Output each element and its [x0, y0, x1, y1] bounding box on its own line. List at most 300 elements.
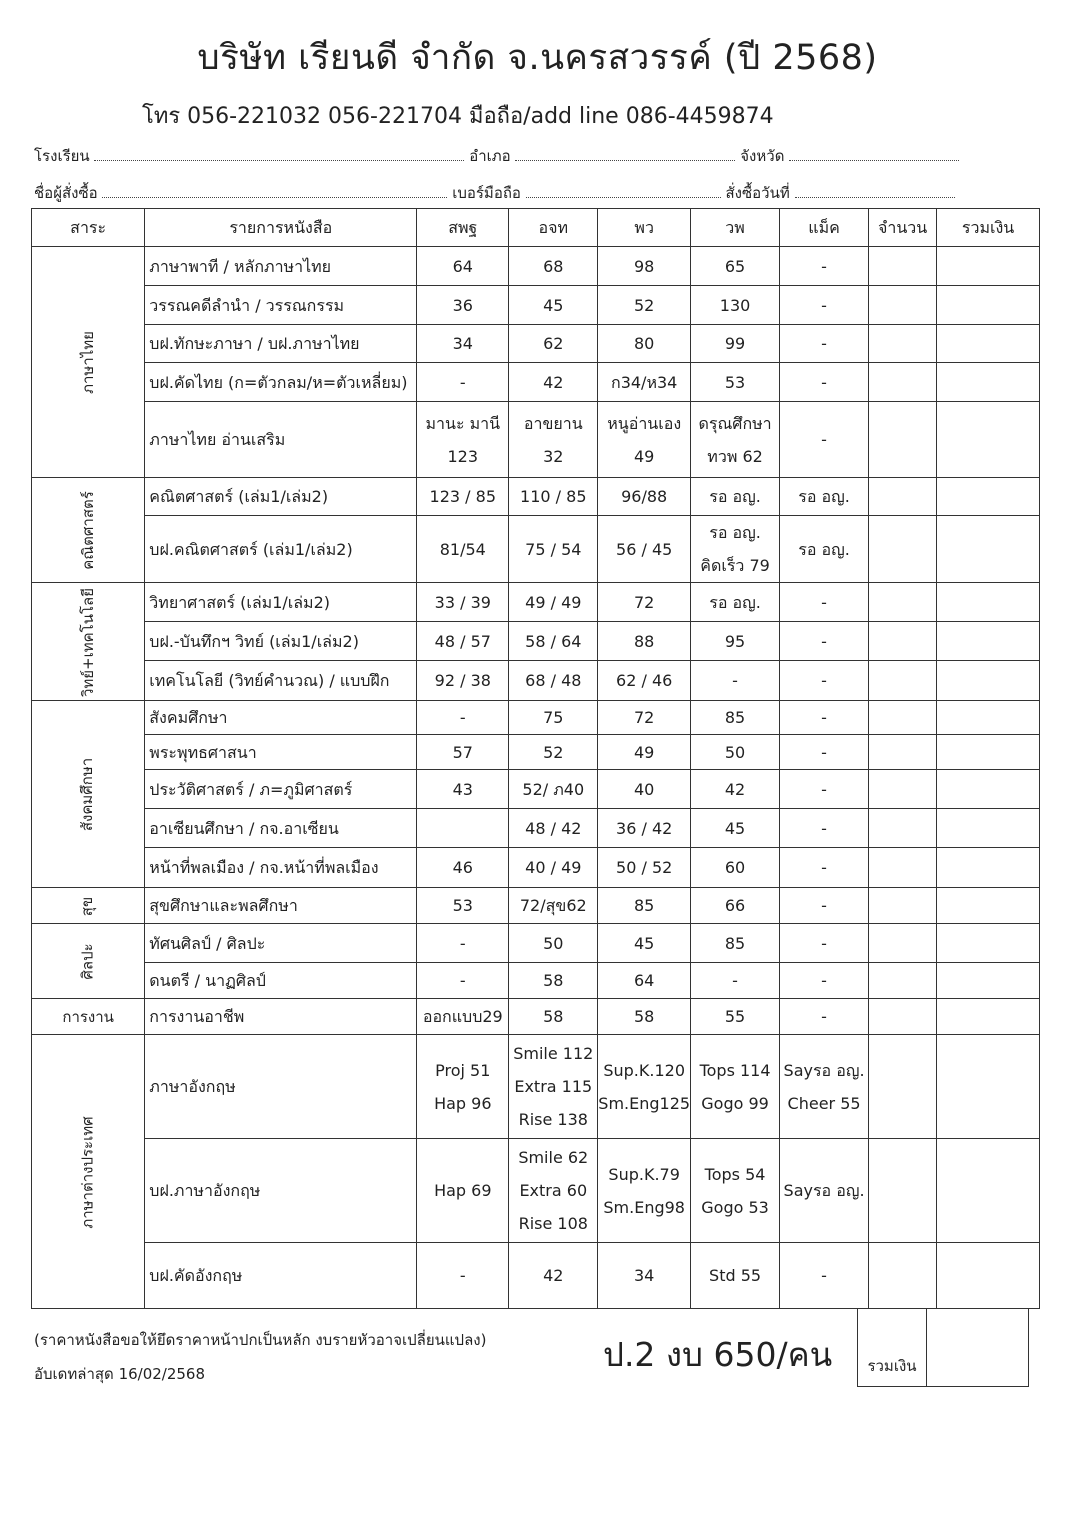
price-cell: [691, 1035, 780, 1139]
price-value: -: [821, 256, 827, 276]
table-row: [32, 735, 1040, 770]
price-value: Cheer 55: [787, 1093, 861, 1113]
price-value: 88: [633, 631, 655, 651]
price-cell: [598, 701, 691, 735]
book-title: สังคมศึกษา: [149, 708, 228, 727]
price-cell: [691, 963, 780, 999]
price-cell: [780, 1243, 869, 1309]
quantity-input-cell[interactable]: [869, 924, 937, 963]
price-value: 50: [724, 742, 746, 762]
table-row: [32, 478, 1040, 516]
price-value: 85: [633, 896, 655, 915]
price-cell: [417, 1243, 509, 1309]
col-header-pw: พว: [598, 209, 691, 247]
price-value: -: [821, 818, 827, 838]
price-cell: [691, 661, 780, 701]
buyer-line: [34, 181, 955, 205]
price-cell: [509, 1139, 598, 1243]
book-title: บฝ.ภาษาอังกฤษ: [149, 1181, 261, 1200]
book-title-cell: [145, 478, 417, 516]
price-cell: [509, 402, 598, 478]
row-total-cell[interactable]: [937, 848, 1040, 888]
price-cell: [691, 1243, 780, 1309]
price-value: 33 / 39: [434, 592, 491, 612]
quantity-input-cell[interactable]: [869, 770, 937, 809]
price-value: มานะ มานี: [425, 413, 501, 433]
book-title: วิทยาศาสตร์ (เล่ม1/เล่ม2): [149, 592, 331, 612]
table-row: [32, 661, 1040, 701]
quantity-input-cell[interactable]: [869, 701, 937, 735]
buyer-label: ชื่อผู้สั่งซื้อ: [34, 184, 98, 202]
subject-label: การงาน: [62, 1007, 114, 1026]
price-value: Rise 108: [518, 1214, 588, 1233]
price-value: ออกแบบ29: [422, 1007, 503, 1026]
book-title-cell: [145, 735, 417, 770]
price-value: 42: [543, 372, 564, 392]
row-total-cell[interactable]: [937, 809, 1040, 848]
book-title: ภาษาอังกฤษ: [149, 1077, 236, 1096]
price-value: -: [459, 933, 466, 953]
price-value: รอ อญ.: [798, 487, 850, 506]
price-note: (ราคาหนังสือขอให้ยึดราคาหน้าปกเป็นหลัก งบรายหัวอาจเปลี่ยนแปลง): [34, 1331, 487, 1349]
quantity-input-cell[interactable]: [869, 809, 937, 848]
price-cell: [509, 924, 598, 963]
table-row: [32, 286, 1040, 325]
table-row: [32, 325, 1040, 363]
price-cell: [780, 622, 869, 661]
price-value: -: [732, 971, 738, 990]
price-value: -: [821, 671, 827, 690]
row-total-cell[interactable]: [937, 999, 1040, 1035]
book-title-cell: [145, 363, 417, 402]
mobile-field[interactable]: [526, 185, 721, 198]
price-value: -: [821, 631, 827, 651]
price-value: รอ อญ.: [798, 539, 850, 559]
price-cell: [509, 583, 598, 622]
price-value: -: [821, 334, 827, 353]
quantity-input-cell[interactable]: [869, 516, 937, 583]
row-total-cell[interactable]: [937, 478, 1040, 516]
order-table: [31, 208, 1040, 1309]
price-cell: [691, 402, 780, 478]
price-value: 92 / 38: [434, 671, 491, 690]
price-value: Sayรอ อญ.: [783, 1060, 865, 1080]
price-value: -: [821, 295, 827, 315]
price-value: 55: [724, 1007, 746, 1026]
price-value: ทวพ 62: [707, 446, 763, 466]
price-value: 130: [719, 295, 751, 315]
book-title-cell: [145, 1243, 417, 1309]
subject-cell: [32, 247, 145, 478]
price-value: 43: [452, 779, 473, 799]
price-value: 123: [447, 446, 479, 466]
price-value: 42: [724, 779, 746, 799]
price-cell: [691, 1139, 780, 1243]
subject-cell: [32, 701, 145, 888]
price-value: 75 / 54: [525, 539, 582, 559]
price-value: ก34/ห34: [611, 372, 678, 392]
book-title: ภาษาพาที / หลักภาษาไทย: [149, 256, 332, 276]
table-row: [32, 622, 1040, 661]
price-value: -: [821, 708, 827, 727]
phone-line: โทร 056-221032 056-221704 มือถือ/add line 086-4459874: [142, 104, 774, 129]
price-value: 58: [633, 1007, 655, 1026]
price-cell: [780, 809, 869, 848]
price-cell: [417, 622, 509, 661]
row-total-cell[interactable]: [937, 963, 1040, 999]
price-value: -: [732, 671, 738, 690]
price-value: 45: [543, 295, 564, 315]
quantity-input-cell[interactable]: [869, 1035, 937, 1139]
row-total-cell[interactable]: [937, 1243, 1040, 1309]
table-row: [32, 1139, 1040, 1243]
price-cell: [780, 247, 869, 286]
price-cell: [598, 286, 691, 325]
price-value: คิดเร็ว 79: [700, 556, 770, 575]
price-cell: [598, 1139, 691, 1243]
subject-label: คณิตศาสตร์: [78, 491, 97, 570]
price-cell: [780, 963, 869, 999]
price-value: 49: [633, 742, 655, 762]
price-cell: [691, 848, 780, 888]
price-value: 85: [724, 708, 746, 727]
price-value: 36 / 42: [616, 818, 673, 838]
district-field[interactable]: [515, 148, 735, 161]
book-title: อาเซียนศึกษา / กจ.อาเซียน: [149, 818, 339, 838]
price-cell: [780, 478, 869, 516]
price-value: 80: [633, 334, 655, 353]
price-cell: [417, 999, 509, 1035]
price-cell: [417, 402, 509, 478]
page-title: บริษัท เรียนดี จำกัด จ.นครสวรรค์ (ปี 2568): [197, 38, 878, 78]
row-total-cell[interactable]: [937, 1035, 1040, 1139]
price-cell: [780, 661, 869, 701]
price-value: -: [821, 971, 827, 990]
row-total-cell[interactable]: [937, 770, 1040, 809]
price-value: 52: [633, 295, 655, 315]
row-total-cell[interactable]: [937, 583, 1040, 622]
book-title-cell: [145, 701, 417, 735]
book-title-cell: [145, 809, 417, 848]
book-title: บฝ.-บันทึกฯ วิทย์ (เล่ม1/เล่ม2): [149, 631, 359, 651]
subject-cell: [32, 1035, 145, 1309]
price-cell: [417, 924, 509, 963]
table-row: [32, 924, 1040, 963]
price-cell: [598, 478, 691, 516]
price-cell: [598, 963, 691, 999]
col-header-quantity: จำนวน: [869, 209, 937, 247]
price-cell: [509, 478, 598, 516]
subject-cell: [32, 583, 145, 701]
price-cell: [417, 478, 509, 516]
row-total-cell[interactable]: [937, 402, 1040, 478]
price-cell: [780, 999, 869, 1035]
district-label: อำเภอ: [469, 147, 511, 165]
price-value: -: [821, 372, 827, 392]
price-value: Sm.Eng125: [598, 1093, 691, 1113]
total-box: [857, 1308, 1029, 1387]
subject-label: ภาษาต่างประเทศ: [78, 1115, 97, 1229]
price-cell: [417, 770, 509, 809]
price-value: 123 / 85: [429, 487, 497, 506]
price-cell: [691, 888, 780, 924]
price-value: Extra 115: [514, 1077, 593, 1096]
price-value: Smile 112: [513, 1044, 594, 1063]
quantity-input-cell[interactable]: [869, 963, 937, 999]
book-title-cell: [145, 770, 417, 809]
price-value: -: [821, 1266, 827, 1285]
subject-label: สังคมศึกษา: [78, 757, 97, 832]
row-total-cell[interactable]: [937, 1139, 1040, 1243]
price-cell: [598, 924, 691, 963]
price-cell: [691, 999, 780, 1035]
price-value: Extra 60: [519, 1181, 588, 1200]
book-title-cell: [145, 888, 417, 924]
price-cell: [598, 661, 691, 701]
price-cell: [598, 1035, 691, 1139]
price-value: 48 / 42: [525, 818, 582, 838]
price-value: 98: [633, 256, 655, 276]
price-cell: [598, 848, 691, 888]
quantity-input-cell[interactable]: [869, 661, 937, 701]
price-cell: [780, 848, 869, 888]
price-value: 72/สุข62: [519, 896, 587, 915]
price-value: -: [459, 708, 466, 727]
budget-label: ป.2 งบ 650/คน: [603, 1335, 833, 1374]
table-row: [32, 963, 1040, 999]
price-value: Sup.K.79: [608, 1164, 680, 1184]
book-title-cell: [145, 1139, 417, 1243]
price-value: 64: [633, 971, 655, 990]
total-label: รวมเงิน: [858, 1309, 927, 1387]
school-field[interactable]: [94, 148, 464, 161]
row-total-cell[interactable]: [937, 286, 1040, 325]
quantity-input-cell[interactable]: [869, 478, 937, 516]
book-title-cell: [145, 516, 417, 583]
price-value: 45: [724, 818, 746, 838]
price-value: Sup.K.120: [603, 1060, 685, 1080]
price-value: 65: [724, 256, 746, 276]
quantity-input-cell[interactable]: [869, 583, 937, 622]
price-value: Smile 62: [518, 1148, 589, 1167]
price-value: 57: [452, 742, 473, 762]
quantity-input-cell[interactable]: [869, 363, 937, 402]
quantity-input-cell[interactable]: [869, 622, 937, 661]
price-cell: [417, 247, 509, 286]
row-total-cell[interactable]: [937, 924, 1040, 963]
quantity-input-cell[interactable]: [869, 1243, 937, 1309]
price-cell: [417, 583, 509, 622]
price-cell: [780, 701, 869, 735]
subject-label: ศิลปะ: [78, 943, 97, 980]
price-value: 53: [452, 896, 473, 915]
order-date-field[interactable]: [795, 185, 955, 198]
price-cell: [780, 402, 869, 478]
col-header-obec: สพฐ: [417, 209, 509, 247]
row-total-cell[interactable]: [937, 325, 1040, 363]
price-value: Hap 69: [434, 1181, 492, 1200]
row-total-cell[interactable]: [937, 701, 1040, 735]
row-total-cell[interactable]: [937, 363, 1040, 402]
subject-cell: [32, 888, 145, 924]
price-cell: [598, 999, 691, 1035]
header-row: [32, 209, 1040, 247]
price-value: 68 / 48: [525, 671, 582, 690]
price-value: -: [821, 858, 827, 877]
price-cell: [691, 478, 780, 516]
subject-label: สุข: [78, 896, 97, 916]
price-cell: [598, 583, 691, 622]
price-cell: [509, 516, 598, 583]
book-title: ทัศนศิลป์ / ศิลปะ: [149, 933, 266, 953]
row-total-cell[interactable]: [937, 661, 1040, 701]
price-value: 72: [633, 708, 655, 727]
price-cell: [598, 809, 691, 848]
price-cell: [691, 809, 780, 848]
price-value: 50 / 52: [616, 858, 673, 877]
price-cell: [780, 1139, 869, 1243]
table-row: [32, 770, 1040, 809]
price-cell: [509, 1243, 598, 1309]
price-value: Sm.Eng98: [603, 1197, 685, 1217]
price-cell: [509, 770, 598, 809]
book-title: สุขศึกษาและพลศึกษา: [149, 896, 298, 915]
price-cell: [509, 325, 598, 363]
price-cell: [509, 247, 598, 286]
updated-date: อับเดทล่าสุด 16/02/2568: [34, 1365, 206, 1383]
quantity-input-cell[interactable]: [869, 286, 937, 325]
price-cell: [691, 363, 780, 402]
price-value: 99: [724, 334, 746, 353]
col-header-subject: สาระ: [32, 209, 145, 247]
price-cell: [598, 1243, 691, 1309]
quantity-input-cell[interactable]: [869, 1139, 937, 1243]
price-value: 81/54: [439, 539, 486, 559]
quantity-input-cell[interactable]: [869, 325, 937, 363]
row-total-cell[interactable]: [937, 735, 1040, 770]
price-value: Proj 51: [435, 1060, 491, 1080]
quantity-input-cell[interactable]: [869, 999, 937, 1035]
book-title: บฝ.คัดอังกฤษ: [149, 1266, 243, 1285]
book-title: คณิตศาสตร์ (เล่ม1/เล่ม2): [149, 487, 329, 506]
total-field[interactable]: [927, 1309, 1029, 1387]
quantity-input-cell[interactable]: [869, 402, 937, 478]
price-value: 62 / 46: [616, 671, 673, 690]
price-cell: [417, 286, 509, 325]
table-row: [32, 583, 1040, 622]
price-cell: [509, 286, 598, 325]
buyer-field[interactable]: [102, 185, 447, 198]
price-value: 52/ ภ40: [522, 779, 585, 799]
price-cell: [417, 701, 509, 735]
price-value: 48 / 57: [434, 631, 491, 651]
price-value: 40 / 49: [525, 858, 582, 877]
price-cell: [598, 735, 691, 770]
col-header-aksorn: อจท: [509, 209, 598, 247]
col-header-book: รายการหนังสือ: [145, 209, 417, 247]
price-value: Gogo 99: [701, 1093, 769, 1113]
price-cell: [691, 247, 780, 286]
book-title: วรรณคดีลำนำ / วรรณกรรม: [149, 295, 345, 315]
price-cell: [691, 325, 780, 363]
price-value: Hap 96: [434, 1093, 492, 1113]
price-cell: [509, 1035, 598, 1139]
table-row: [32, 888, 1040, 924]
price-cell: [598, 622, 691, 661]
row-total-cell[interactable]: [937, 622, 1040, 661]
row-total-cell[interactable]: [937, 516, 1040, 583]
price-value: Sayรอ อญ.: [783, 1181, 865, 1200]
price-value: 49 / 49: [525, 592, 582, 612]
book-title: หน้าที่พลเมือง / กจ.หน้าที่พลเมือง: [149, 858, 379, 877]
quantity-input-cell[interactable]: [869, 848, 937, 888]
price-value: Tops 114: [699, 1060, 771, 1080]
price-value: 34: [633, 1266, 655, 1285]
book-title-cell: [145, 1035, 417, 1139]
price-cell: [691, 516, 780, 583]
price-cell: [417, 888, 509, 924]
quantity-input-cell[interactable]: [869, 888, 937, 924]
price-cell: [417, 363, 509, 402]
price-cell: [417, 809, 509, 848]
price-cell: [780, 770, 869, 809]
price-cell: [417, 1139, 509, 1243]
price-cell: [691, 770, 780, 809]
price-value: 45: [633, 933, 655, 953]
book-title: ภาษาไทย อ่านเสริม: [149, 430, 286, 449]
book-title-cell: [145, 963, 417, 999]
price-value: 66: [724, 896, 746, 915]
price-value: -: [821, 1007, 827, 1026]
table-row: [32, 363, 1040, 402]
book-title: เทคโนโลยี (วิทย์คำนวณ) / แบบฝึก: [149, 671, 390, 690]
price-value: อาขยาน: [523, 413, 583, 433]
table-row: [32, 516, 1040, 583]
book-title-cell: [145, 286, 417, 325]
price-value: 60: [724, 858, 746, 877]
price-cell: [598, 770, 691, 809]
table-row: [32, 1243, 1040, 1309]
quantity-input-cell[interactable]: [869, 735, 937, 770]
book-title-cell: [145, 661, 417, 701]
price-cell: [598, 325, 691, 363]
price-value: รอ อญ.: [709, 523, 761, 542]
price-value: 52: [543, 742, 564, 762]
price-cell: [780, 1035, 869, 1139]
price-cell: [509, 661, 598, 701]
price-cell: [780, 516, 869, 583]
row-total-cell[interactable]: [937, 247, 1040, 286]
price-value: 75: [543, 708, 564, 727]
price-cell: [417, 963, 509, 999]
price-cell: [509, 999, 598, 1035]
price-value: 34: [452, 334, 473, 353]
price-value: 58 / 64: [525, 631, 582, 651]
row-total-cell[interactable]: [937, 888, 1040, 924]
price-cell: [509, 622, 598, 661]
price-value: 58: [543, 1007, 564, 1026]
book-title: การงานอาชีพ: [149, 1007, 245, 1026]
price-cell: [417, 1035, 509, 1139]
province-field[interactable]: [789, 148, 959, 161]
book-title-cell: [145, 583, 417, 622]
quantity-input-cell[interactable]: [869, 247, 937, 286]
price-value: -: [821, 933, 827, 953]
price-value: 50: [543, 933, 564, 953]
subject-label: ภาษาไทย: [78, 331, 97, 394]
price-value: รอ อญ.: [709, 592, 761, 612]
book-title-cell: [145, 325, 417, 363]
